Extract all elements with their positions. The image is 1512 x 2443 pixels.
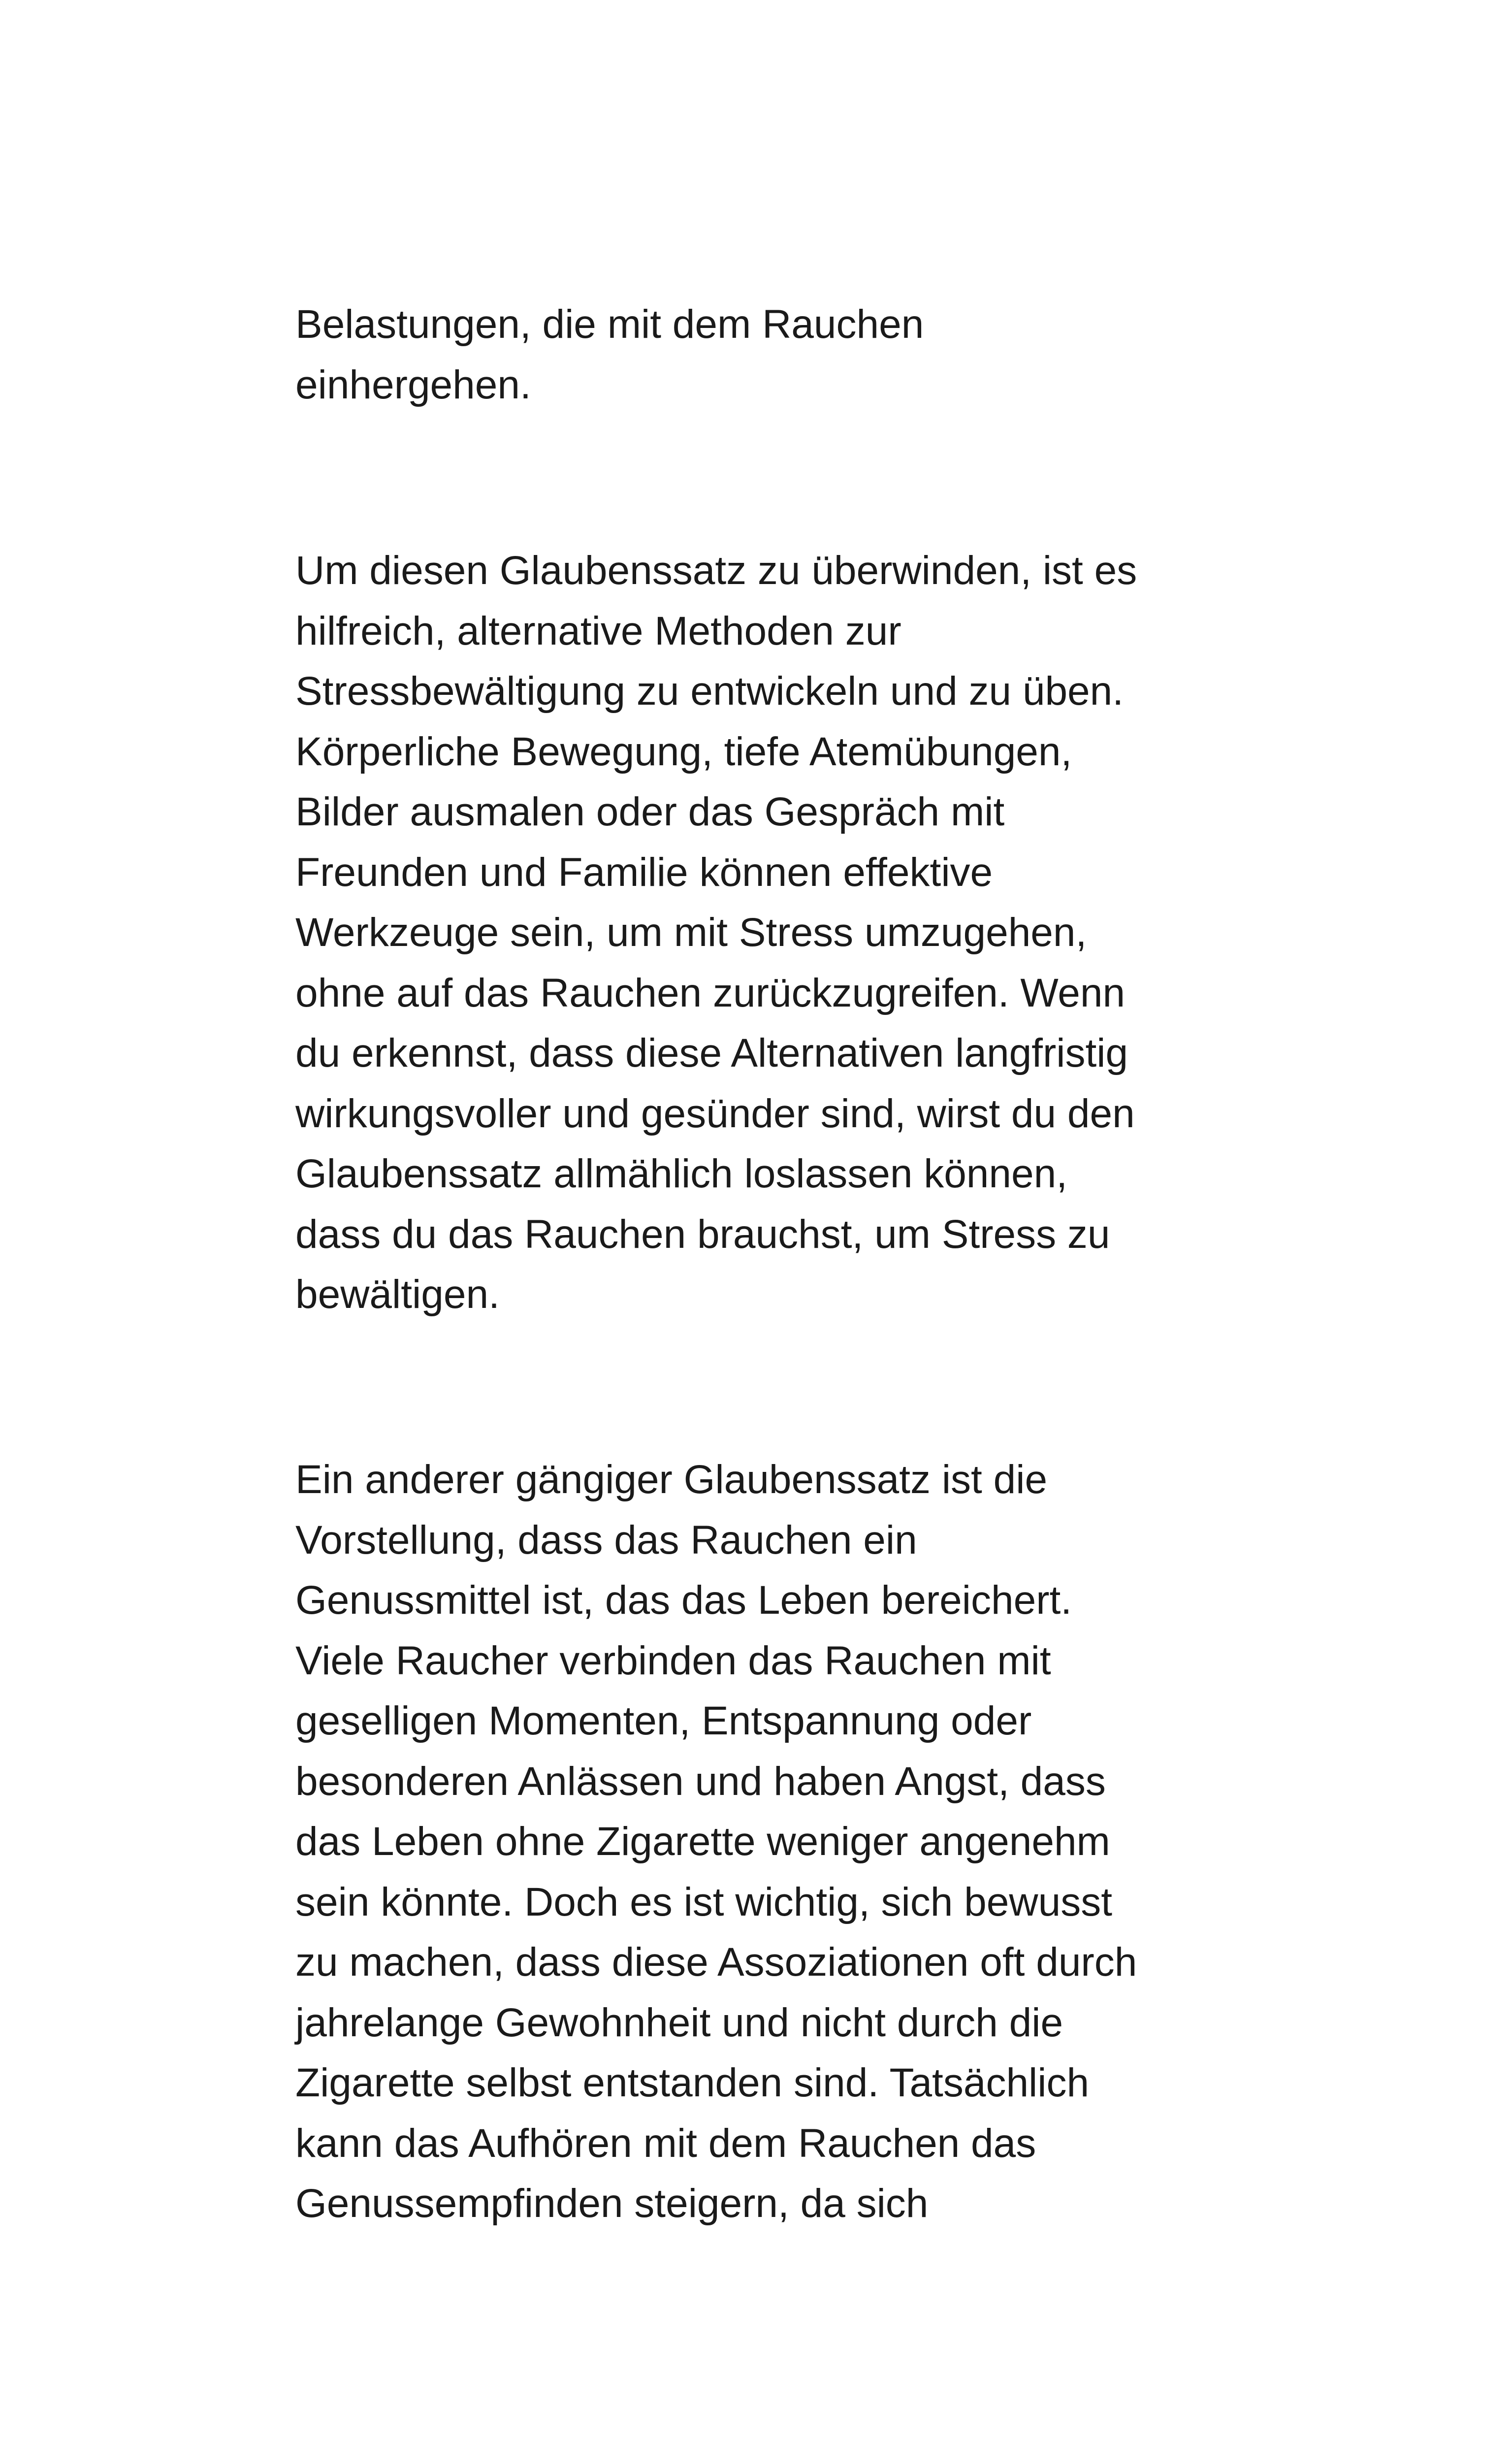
paragraph-2: Um diesen Glaubenssatz zu überwinden, ist es hilfreich, alternative Methoden zur Stressbewältigung zu entwickeln und zu üben. Körperliche Bewegung, tiefe Atemübungen, Bilder ausmalen oder das Gespräch mit Freunden und Familie können effektive Werkzeuge sein, um mit Stress umzugehen, ohne auf das Rauchen zurückzugreifen. Wenn du erkennst, dass diese Alternativen langfristig wirkungsvoller und gesünder sind, wirst du den Glaubenssatz allmählich loslassen können, dass du das Rauchen brauchst, um Stress zu bewältigen. <box>295 548 1137 1317</box>
paragraph-1: Belastungen, die mit dem Rauchen einhergehen. <box>295 302 924 407</box>
paragraph-3: Ein anderer gängiger Glaubenssatz ist die Vorstellung, dass das Rauchen ein Genussmittel ist, das das Leben bereichert. Viele Raucher verbinden das Rauchen mit geselligen Momenten, Entspannung oder besonderen Anlässen und haben Angst, dass das Leben ohne Zigarette weniger angenehm sein könnte. Doch es ist wichtig, sich bewusst zu machen, dass diese Assoziationen oft durch jahrelange Gewohnheit und nicht durch die Zigarette selbst entstanden sind. Tatsächlich kann das Aufhören mit dem Rauchen das Genussempfinden steigern, da sich <box>295 1457 1137 2226</box>
